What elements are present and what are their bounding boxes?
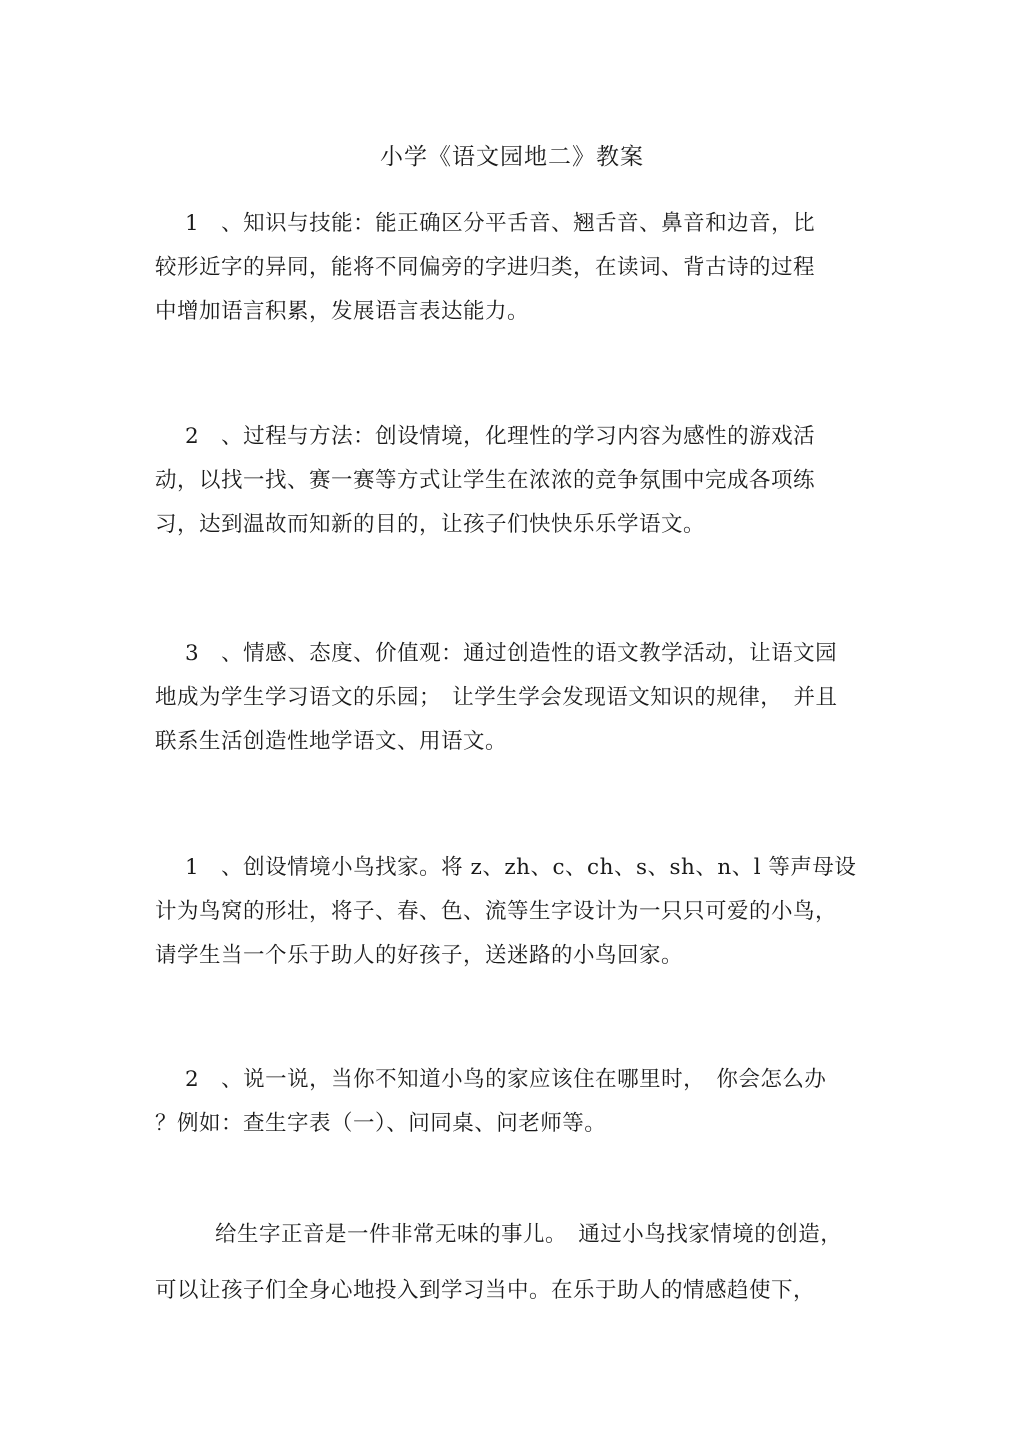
paragraph-reflection bbox=[155, 1207, 875, 1319]
paragraph-objective-knowledge bbox=[155, 202, 875, 334]
paragraph-objective-emotion bbox=[155, 632, 875, 764]
paragraph-line: 请学生当一个乐于助人的好孩子，送迷路的小鸟回家。 bbox=[155, 943, 684, 968]
paragraph-line: 1 、知识与技能：能正确区分平舌音、翘舌音、鼻音和边音，比 bbox=[185, 211, 816, 236]
paragraph-line: 可以让孩子们全身心地投入到学习当中。在乐于助人的情感趋使下， bbox=[155, 1278, 816, 1303]
paragraph-activity-discuss bbox=[155, 1058, 875, 1146]
paragraph-line: 联系生活创造性地学语文、用语文。 bbox=[155, 729, 508, 754]
paragraph-line: 2 、说一说，当你不知道小鸟的家应该住在哪里时， 你会怎么办 bbox=[185, 1067, 827, 1092]
paragraph-line: 2 、过程与方法：创设情境，化理性的学习内容为感性的游戏活 bbox=[185, 424, 816, 449]
document-title: 小学《语文园地二》教案 bbox=[380, 144, 644, 170]
paragraph-line: 习，达到温故而知新的目的，让孩子们快快乐乐学语文。 bbox=[155, 512, 706, 537]
paragraph-line: 给生字正音是一件非常无味的事儿。 通过小鸟找家情境的创造， bbox=[215, 1222, 843, 1247]
paragraph-line: ？例如：查生字表（一）、问同桌、问老师等。 bbox=[155, 1111, 607, 1136]
paragraph-line: 较形近字的异同，能将不同偏旁的字进归类，在读词、背古诗的过程 bbox=[155, 255, 816, 280]
paragraph-line: 动，以找一找、赛一赛等方式让学生在浓浓的竞争氛围中完成各项练 bbox=[155, 468, 816, 493]
paragraph-line: 计为鸟窝的形壮，将子、春、色、流等生字设计为一只只可爱的小鸟， bbox=[155, 899, 838, 924]
paragraph-line: 中增加语言积累，发展语言表达能力。 bbox=[155, 299, 530, 324]
paragraph-line: 地成为学生学习语文的乐园； 让学生学会发现语文知识的规律， 并且 bbox=[155, 685, 838, 710]
paragraph-line: 1 、创设情境小鸟找家。将 z、zh、c、ch、s、sh、n、l 等声母设 bbox=[185, 855, 857, 880]
paragraph-activity-bird-home bbox=[155, 846, 875, 978]
paragraph-objective-process bbox=[155, 415, 875, 547]
paragraph-line: 3 、情感、态度、价值观：通过创造性的语文教学活动，让语文园 bbox=[185, 641, 838, 666]
